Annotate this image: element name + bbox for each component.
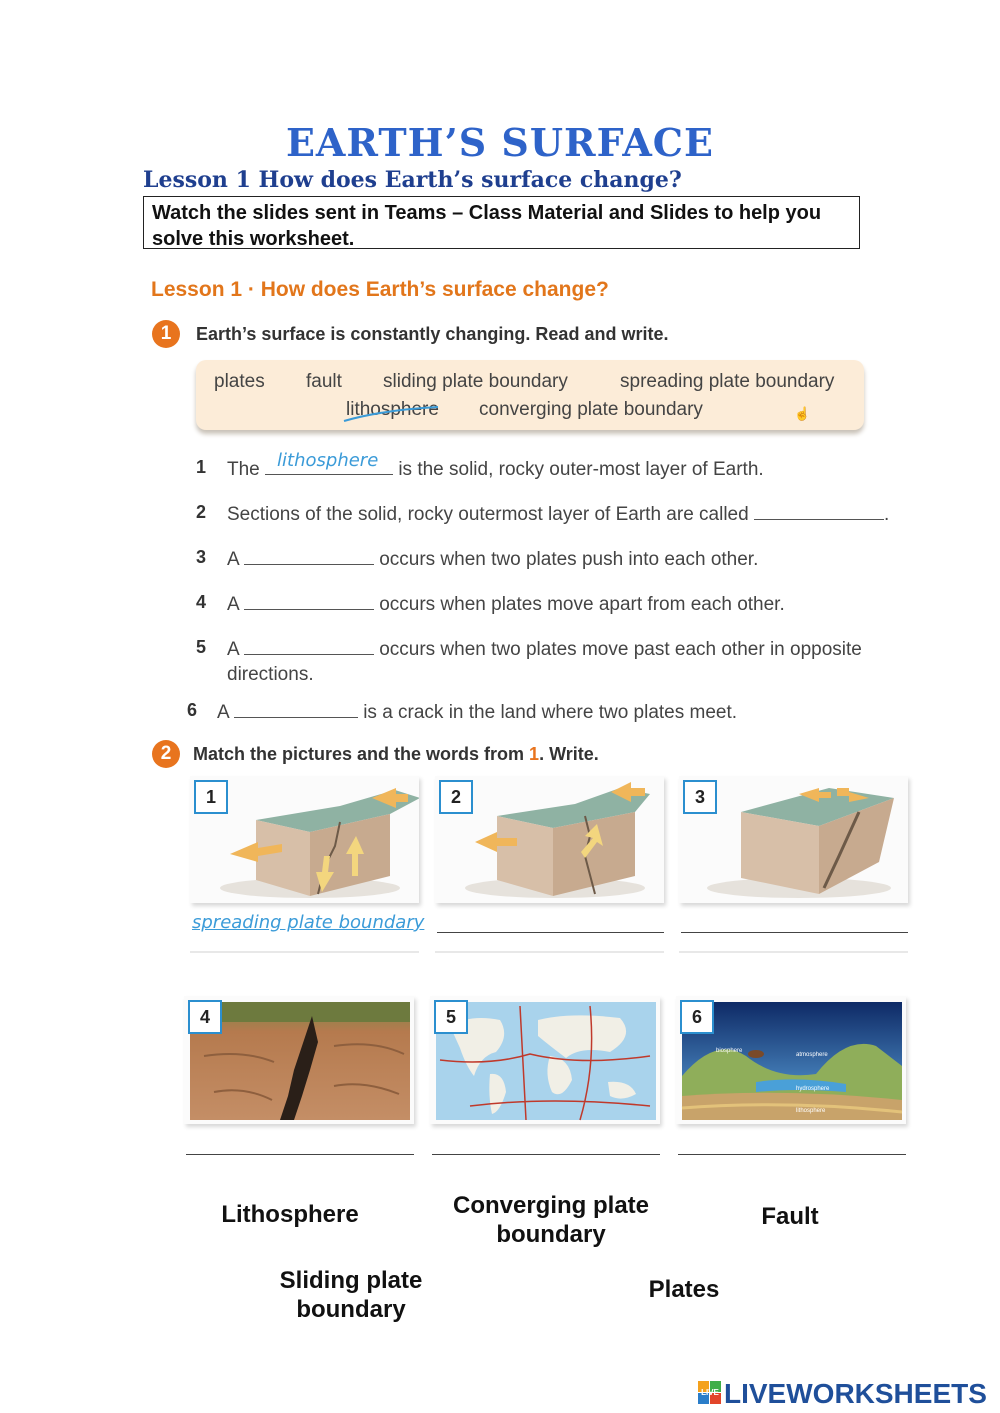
option-lithosphere[interactable]: Lithosphere <box>221 1201 359 1228</box>
option-converging-plate-boundary[interactable]: Converging plate boundary <box>452 1192 650 1248</box>
divider-line <box>190 951 419 953</box>
tile-number: 6 <box>680 1000 714 1034</box>
page-title: EARTH’S SURFACE <box>285 120 715 165</box>
liveworksheets-brand: LIVEWORKSHEETS <box>724 1378 987 1409</box>
tile-answer-1[interactable]: spreading plate boundary <box>192 912 425 933</box>
question-2 <box>227 501 889 526</box>
hand-cursor-icon: ☝ <box>794 406 811 421</box>
tile-answer-line-3[interactable] <box>681 932 908 933</box>
question-1 <box>227 450 764 481</box>
diagram-label: hydrosphere <box>796 1086 830 1092</box>
section1-instruction: Earth’s surface is constantly changing. Read and write. <box>196 324 669 344</box>
tile-number: 4 <box>188 1000 222 1034</box>
question-5-continued: directions. <box>227 664 314 685</box>
lesson-subtitle: Lesson 1 How does Earth’s surface change? <box>143 167 682 193</box>
question-text: The <box>227 459 260 480</box>
liveworksheets-logo-icon <box>698 1381 722 1405</box>
section2-instruction <box>193 744 599 765</box>
diagram-label: lithosphere <box>796 1108 826 1114</box>
lesson-heading: Lesson 1 · How does Earth’s surface change? <box>151 278 609 301</box>
picture-tile-6 <box>676 996 906 1124</box>
tile-number: 2 <box>439 780 473 814</box>
option-plates[interactable]: Plates <box>648 1276 720 1303</box>
option-fault[interactable]: Fault <box>761 1203 819 1230</box>
diagram-label: atmosphere <box>796 1052 828 1058</box>
word-bank-item: sliding plate boundary <box>383 371 568 392</box>
picture-tile-1 <box>190 776 419 903</box>
divider-line <box>679 951 908 953</box>
picture-tile-3 <box>679 776 908 903</box>
tile-answer-line-4[interactable] <box>186 1154 414 1155</box>
question-text: occurs when plates move apart from each other. <box>379 594 785 615</box>
question-number: 4 <box>196 592 207 612</box>
question-text: A <box>227 594 239 615</box>
question-text: A <box>227 549 239 570</box>
answer-text: lithosphere <box>277 450 379 471</box>
tile-number: 1 <box>194 780 228 814</box>
question-text: . <box>883 504 890 525</box>
option-sliding-plate-boundary[interactable]: Sliding plate boundary <box>279 1267 423 1323</box>
word-bank-item: spreading plate boundary <box>620 371 835 392</box>
strike-through-mark <box>342 404 440 424</box>
diagram-label: biosphere <box>716 1048 743 1054</box>
question-number: 5 <box>196 637 207 657</box>
tile-answer-line-5[interactable] <box>432 1154 660 1155</box>
question-text: occurs when two plates move past each other in opposite <box>379 639 862 660</box>
question-text: is the solid, rocky outer-most layer of Earth. <box>398 459 764 480</box>
question-text: occurs when two plates push into each other. <box>379 549 759 570</box>
question-number: 6 <box>187 700 198 720</box>
answer-blank-4[interactable] <box>244 591 374 610</box>
question-text: Sections of the solid, rocky outermost layer of Earth are called <box>227 504 749 525</box>
picture-tile-4 <box>184 996 414 1124</box>
answer-blank-6[interactable] <box>234 699 358 718</box>
word-bank-item-used: lithosphere <box>346 399 439 420</box>
answer-blank-3[interactable] <box>244 546 374 565</box>
word-bank-item: plates <box>214 371 265 392</box>
picture-tile-2 <box>435 776 664 903</box>
answer-blank-5[interactable] <box>244 636 374 655</box>
tile-answer-line-2[interactable] <box>437 932 664 933</box>
question-5 <box>227 636 862 661</box>
question-text: A <box>227 639 239 660</box>
tile-answer-line-6[interactable] <box>678 1154 906 1155</box>
question-3 <box>227 546 758 571</box>
question-text: is a crack in the land where two plates meet. <box>363 702 738 723</box>
question-4 <box>227 591 785 616</box>
question-number: 2 <box>196 502 207 522</box>
question-number: 3 <box>196 547 207 567</box>
tile-number: 3 <box>683 780 717 814</box>
section1-badge: 1 <box>152 320 180 348</box>
question-6 <box>217 699 737 724</box>
divider-line <box>435 951 664 953</box>
picture-tile-5 <box>430 996 660 1124</box>
question-number: 1 <box>196 457 207 477</box>
question-text: A <box>217 702 229 723</box>
instruction-text: Match the pictures and the words from <box>193 744 530 764</box>
logo-badge-text: LIVE <box>701 1388 719 1397</box>
word-bank <box>196 360 864 430</box>
answer-blank-2[interactable] <box>754 501 884 520</box>
answer-blank-1[interactable] <box>265 450 393 475</box>
tile-number: 5 <box>434 1000 468 1034</box>
instruction-note: Watch the slides sent in Teams – Class Material and Slides to help you solve this worksheet. <box>143 196 860 249</box>
word-bank-item: converging plate boundary <box>479 399 703 420</box>
instruction-ref: 1 <box>529 744 540 764</box>
instruction-text: . Write. <box>539 744 599 764</box>
section2-badge: 2 <box>152 740 180 768</box>
word-bank-item: fault <box>306 371 342 392</box>
